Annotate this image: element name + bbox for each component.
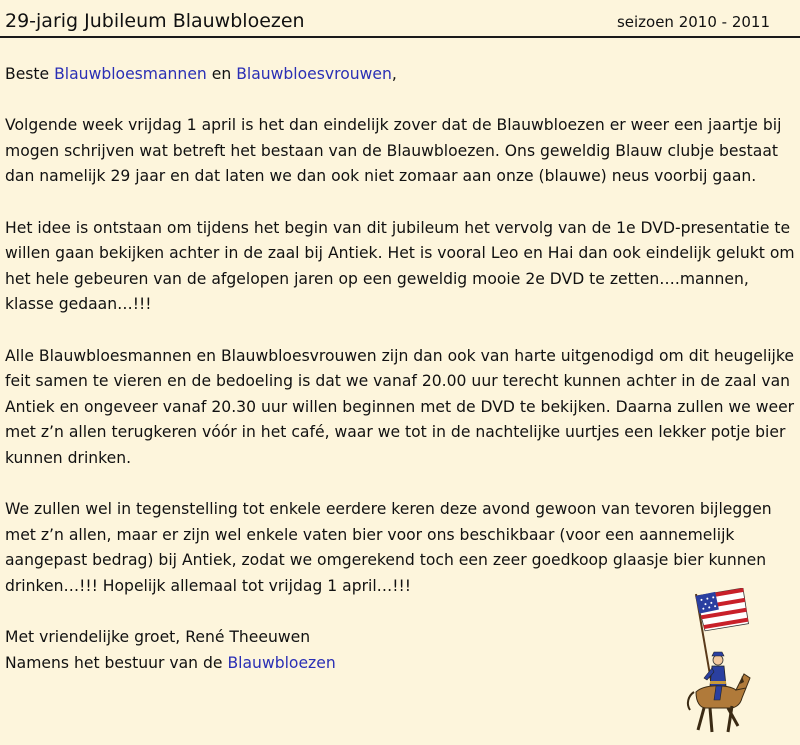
flag-bearer-on-horse-icon — [676, 588, 751, 738]
paragraph-anniversary: Volgende week vrijdag 1 april is het dan eindelijk zover dat de Blauwbloezen er weer een jaartje bij mogen schrijven wat betreft het bestaan van de Blauwbloezen. Ons geweldig Blauw clubje bestaat dan namelijk 29 jaar en dat laten we dan ook niet zomaar aan onze (blauwe) neus voorbij gaan. — [5, 116, 782, 186]
paragraph-beer: We zullen wel in tegenstelling tot enkele eerdere keren deze avond gewoon van tevoren bijleggen met z’n allen, maar er zijn wel enkele vaten bier voor ons beschikbaar (voor een aannemelijk aangepast bedrag) bij Antiek, zodat we omgerekend toch een zeer goedkoop glaasje bier kunnen drinken…!!! Hopelijk allemaal tot vrijdag 1 april…!!! — [5, 500, 772, 595]
greeting-prefix: Beste — [5, 65, 55, 83]
link-blauwbloesmannen[interactable]: Blauwbloesmannen — [54, 65, 207, 83]
closing-greeting: Met vriendelijke groet, René Theeuwen — [5, 628, 311, 647]
link-blauwbloezen[interactable]: Blauwbloezen — [227, 653, 336, 672]
letter-header — [5, 8, 770, 38]
header-divider — [0, 36, 800, 38]
paragraph-invitation: Alle Blauwbloesmannen en Blauwbloesvrouwen zijn dan ook van harte uitgenodigd om dit heugelijke feit samen te vieren en de bedoeling is dat we vanaf 20.00 uur terecht kunnen achter in de zaal van Antiek en ongeveer vanaf 20.30 uur willen beginnen met de DVD te bekijken. Daarna zullen we weer met z’n allen terugkeren vóór in het café, waar we tot in de nachtelijke uurtjes een lekker potje bier kunnen drinken. — [5, 346, 795, 467]
paragraph-dvd: Het idee is ontstaan om tijdens het begin van dit jubileum het vervolg van de 1e DVD-presentatie te willen gaan bekijken achter in de zaal bij Antiek. Het is vooral Leo en Hai dan ook eindelijk gelukt om het hele gebeuren van de afgelopen jaren op een geweldig mooie 2e DVD te zetten….mannen, klasse gedaan…!!! — [5, 218, 795, 314]
greeting-suffix: , — [391, 65, 397, 83]
season-label: seizoen 2010 - 2011 — [616, 13, 770, 31]
letter-body — [5, 62, 797, 676]
greeting — [5, 62, 797, 88]
greeting-middle: en — [206, 65, 237, 83]
link-blauwbloesvrouwen[interactable]: Blauwbloesvrouwen — [236, 65, 392, 83]
page-title: 29-jarig Jubileum Blauwbloezen — [5, 10, 305, 32]
signature-prefix: Namens het bestuur van de — [5, 653, 228, 672]
